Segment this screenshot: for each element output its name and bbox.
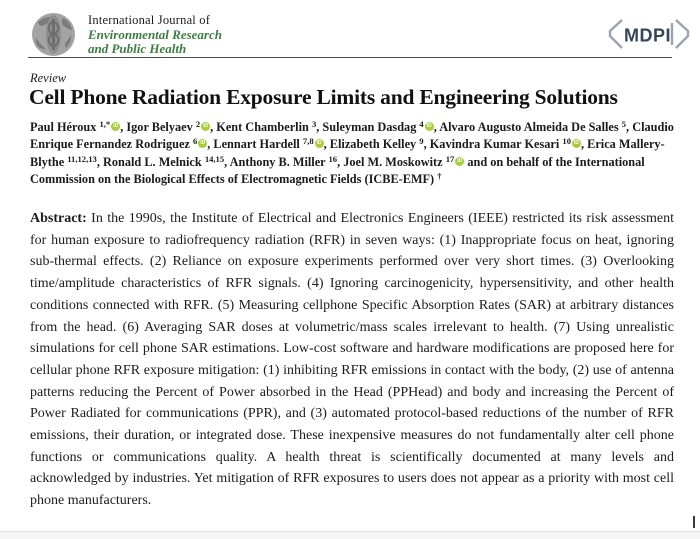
- article-title: Cell Phone Radiation Exposure Limits and Engineering Solutions: [29, 85, 618, 109]
- author: Igor Belyaev $^2$ iD: [126, 119, 209, 134]
- author: Anthony B. Miller $^{16}$: [229, 153, 338, 169]
- author: Erica Mallery-Blythe $^{11,12,13}$: [30, 137, 665, 169]
- author: Joel M. Moskowitz $^{17}$ iD: [343, 153, 463, 169]
- orcid-icon[interactable]: iD: [113, 123, 119, 129]
- next-page-edge: [0, 531, 700, 539]
- mdpi-wordmark: MDPI: [624, 25, 671, 46]
- author: Kavindra Kumar Kesari $^{10}$ iD: [429, 136, 579, 152]
- header-divider: [28, 57, 672, 58]
- mdpi-logo[interactable]: [606, 18, 692, 50]
- abstract-label: Abstract:: [30, 211, 87, 226]
- abstract-text: In the 1990s, the Institute of Electrical and Electronics Engineers (IEEE) restricted its risk assessment for human exposure to radiofrequency radiation (RFR) in seven ways: (1) Inappropriate focus on heat, ignoring sub-thermal effects. (2) Reliance on exposure experiments performed over very short times. (3) Overlooking time/amplitude characteristics of RFR signals. (4) Ignoring carcinogenicity, hypersensitivity, and other health conditions connected with RFR. (5) Measuring cellphone Specific Absorption Rates (SAR) at arbitrary distances from the head. (6) Averaging SAR doses at volumetric/mass scales irrelevant to health. (7) Using unrealistic simulations for cell phone SAR estimations. Low-cost software and hardware modifications are proposed here for cellular phone RFR exposure mitigation: (1) inhibiting RFR emissions in contact with the body, (2) use of antenna patterns reducing the Percent of Power absorbed in the Head (PPHead) and body and increasing the Percent of Power Radiated for communications (PPR), and (3) automated protocol-based reductions of the number of RFR emissions, their duration, or integrated dose. These inexpensive measures do not fundamentally alter cell phone functions or communications quality. A health threat is scientifically documented at many levels and acknowledged by industries. Yet mitigation of RFR exposures to users does not appear as a priority with most cell phone manufacturers.: [30, 211, 675, 509]
- orcid-icon[interactable]: iD: [426, 123, 432, 129]
- author: Claudio Enrique Fernandez Rodriguez $^6$ iD: [30, 120, 674, 152]
- author-list: Paul Héroux $^{1,*}$ iD , Igor Belyaev $^2$ iD , Kent Chamberlin $^3$, Suleyman Dasdag $^4$ iD , Alvaro Augusto Almeida De Salles $^5$, Claudio Enrique Fernandez Rodriguez $^6$ iD , Lennart Hardell $^{7,8}$ iD , Elizabeth Kelley $^9$, Kavindra Kumar Kesari $^{10}$ iD , Erica Mallery-Blythe $^{11,12,13}$, Ronald L. Melnick $^{14,15}$, Anthony B. Miller $^{16}$, Joel M. Moskowitz $^{17}$ iD and on behalf of the International Commission on the Biological Effects of Electromagnetic Fields (ICBE-EMF) †: [30, 119, 674, 187]
- article-type-label: Review: [30, 71, 67, 85]
- author: Suleyman Dasdag $^4$ iD: [322, 119, 432, 134]
- author: Paul Héroux $^{1,*}$ iD: [30, 119, 119, 134]
- abstract-paragraph: [30, 208, 674, 512]
- journal-name-line1: International Journal of: [88, 13, 211, 27]
- globe-medical-icon: [30, 12, 77, 57]
- author: Elizabeth Kelley $^9$: [329, 136, 424, 152]
- orcid-icon[interactable]: iD: [573, 140, 579, 147]
- orcid-icon[interactable]: iD: [200, 140, 206, 147]
- orcid-icon[interactable]: iD: [203, 123, 209, 129]
- journal-name: [88, 13, 222, 57]
- journal-name-line3: and Public Health: [88, 41, 187, 56]
- authors-consortium-suffix: and on behalf of the International Commission on the Biological Effects of Electromagnetic Fields (ICBE-EMF) †: [30, 154, 645, 187]
- author: Kent Chamberlin $^3$: [216, 119, 317, 134]
- orcid-icon[interactable]: iD: [457, 157, 463, 164]
- author: Ronald L. Melnick $^{14,15}$: [103, 153, 225, 169]
- author: Alvaro Augusto Almeida De Salles $^5$: [439, 119, 627, 134]
- orcid-icon[interactable]: iD: [316, 140, 322, 147]
- scrollbar-thumb[interactable]: [693, 516, 695, 528]
- author: Lennart Hardell $^{7,8}$ iD: [213, 136, 322, 152]
- journal-name-line2: Environmental Research: [88, 26, 222, 42]
